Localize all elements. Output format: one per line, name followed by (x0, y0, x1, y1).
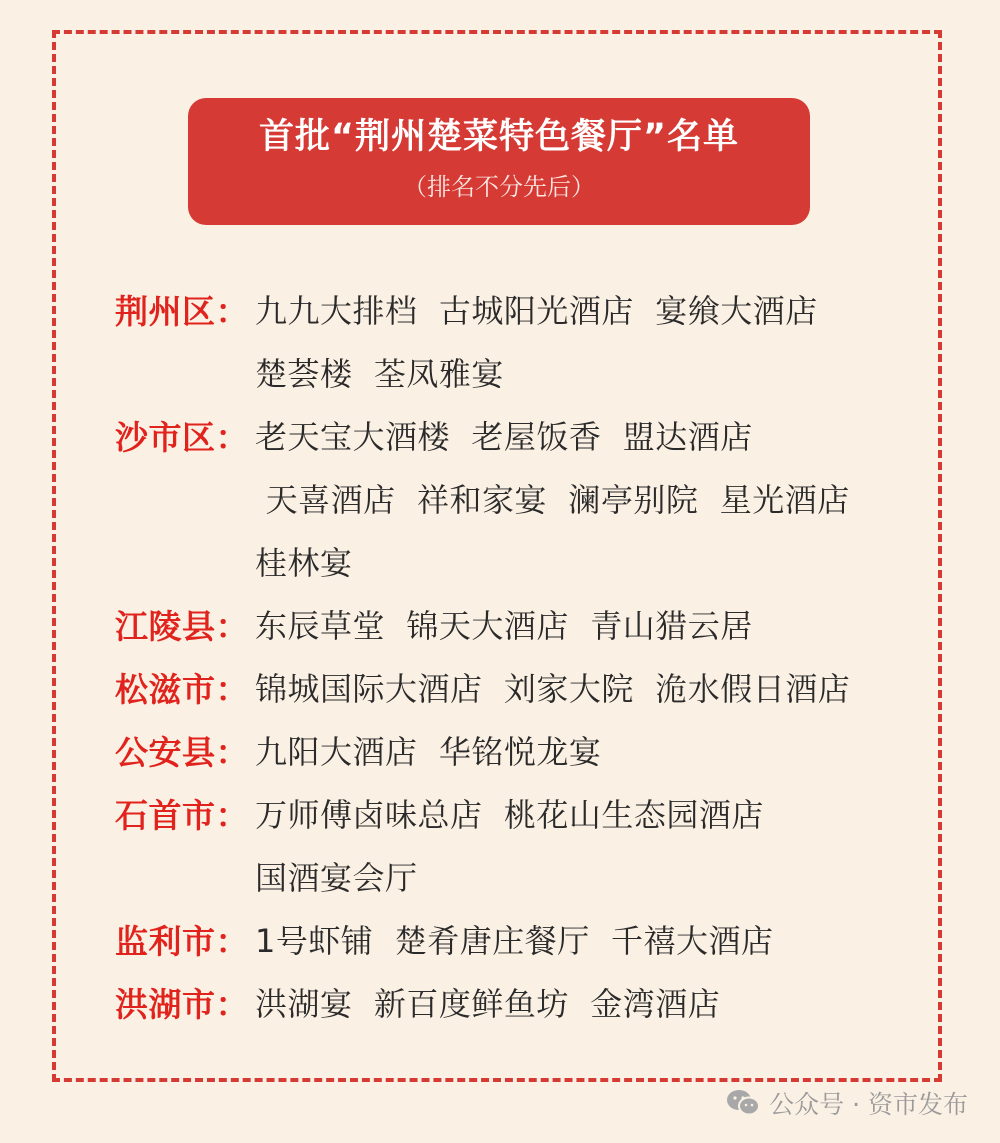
restaurant-lines (255, 595, 915, 658)
restaurant-line: 1号虾铺 楚肴唐庄餐厅 千禧大酒店 (255, 922, 774, 960)
watermark (725, 1085, 968, 1121)
watermark-text: 公众号 · 资市发布 (769, 1090, 968, 1119)
district-row (115, 721, 915, 784)
district-row (115, 658, 915, 721)
district-row (115, 406, 915, 595)
restaurant-line: 老天宝大酒楼 老屋饭香 盟达酒店 (255, 418, 753, 456)
restaurant-lines (255, 658, 915, 721)
wechat-icon (725, 1087, 761, 1119)
district-name: 江陵县： (115, 607, 249, 646)
restaurant-list (115, 280, 915, 1036)
district-name: 监利市： (115, 922, 249, 961)
restaurant-lines (255, 973, 915, 1036)
restaurant-line: 洪湖宴 新百度鲜鱼坊 金湾酒店 (255, 985, 721, 1023)
district-name: 石首市： (115, 796, 249, 835)
restaurant-line: 桂林宴 (255, 544, 353, 582)
district-name: 公安县： (115, 733, 249, 772)
district-name: 荆州区： (115, 292, 249, 331)
restaurant-line: 楚荟楼 荃凤雅宴 (255, 355, 504, 393)
district-name: 沙市区： (115, 418, 249, 457)
page-title: 首批“荆州楚菜特色餐厅”名单 (258, 117, 739, 157)
restaurant-line: 国酒宴会厅 (255, 859, 418, 897)
restaurant-lines (255, 721, 915, 784)
district-row (115, 784, 915, 910)
restaurant-line: 锦城国际大酒店 刘家大院 洈水假日酒店 (255, 670, 851, 708)
restaurant-lines (255, 280, 915, 406)
restaurant-line: 东辰草堂 锦天大酒店 青山猎云居 (255, 607, 753, 645)
restaurant-lines (255, 910, 915, 973)
restaurant-lines (255, 784, 915, 910)
page-subtitle: （排名不分先后） (403, 173, 595, 201)
district-row (115, 280, 915, 406)
district-name: 洪湖市： (115, 985, 249, 1024)
district-name: 松滋市： (115, 670, 249, 709)
restaurant-line: 九九大排档 古城阳光酒店 宴飨大酒店 (255, 292, 818, 330)
restaurant-line: 万师傅卤味总店 桃花山生态园酒店 (255, 796, 764, 834)
title-banner (188, 98, 810, 225)
restaurant-line: 天喜酒店 祥和家宴 澜亭别院 星光酒店 (255, 481, 850, 519)
restaurant-line: 九阳大酒店 华铭悦龙宴 (255, 733, 602, 771)
district-row (115, 910, 915, 973)
restaurant-lines (255, 406, 915, 595)
district-row (115, 973, 915, 1036)
district-row (115, 595, 915, 658)
